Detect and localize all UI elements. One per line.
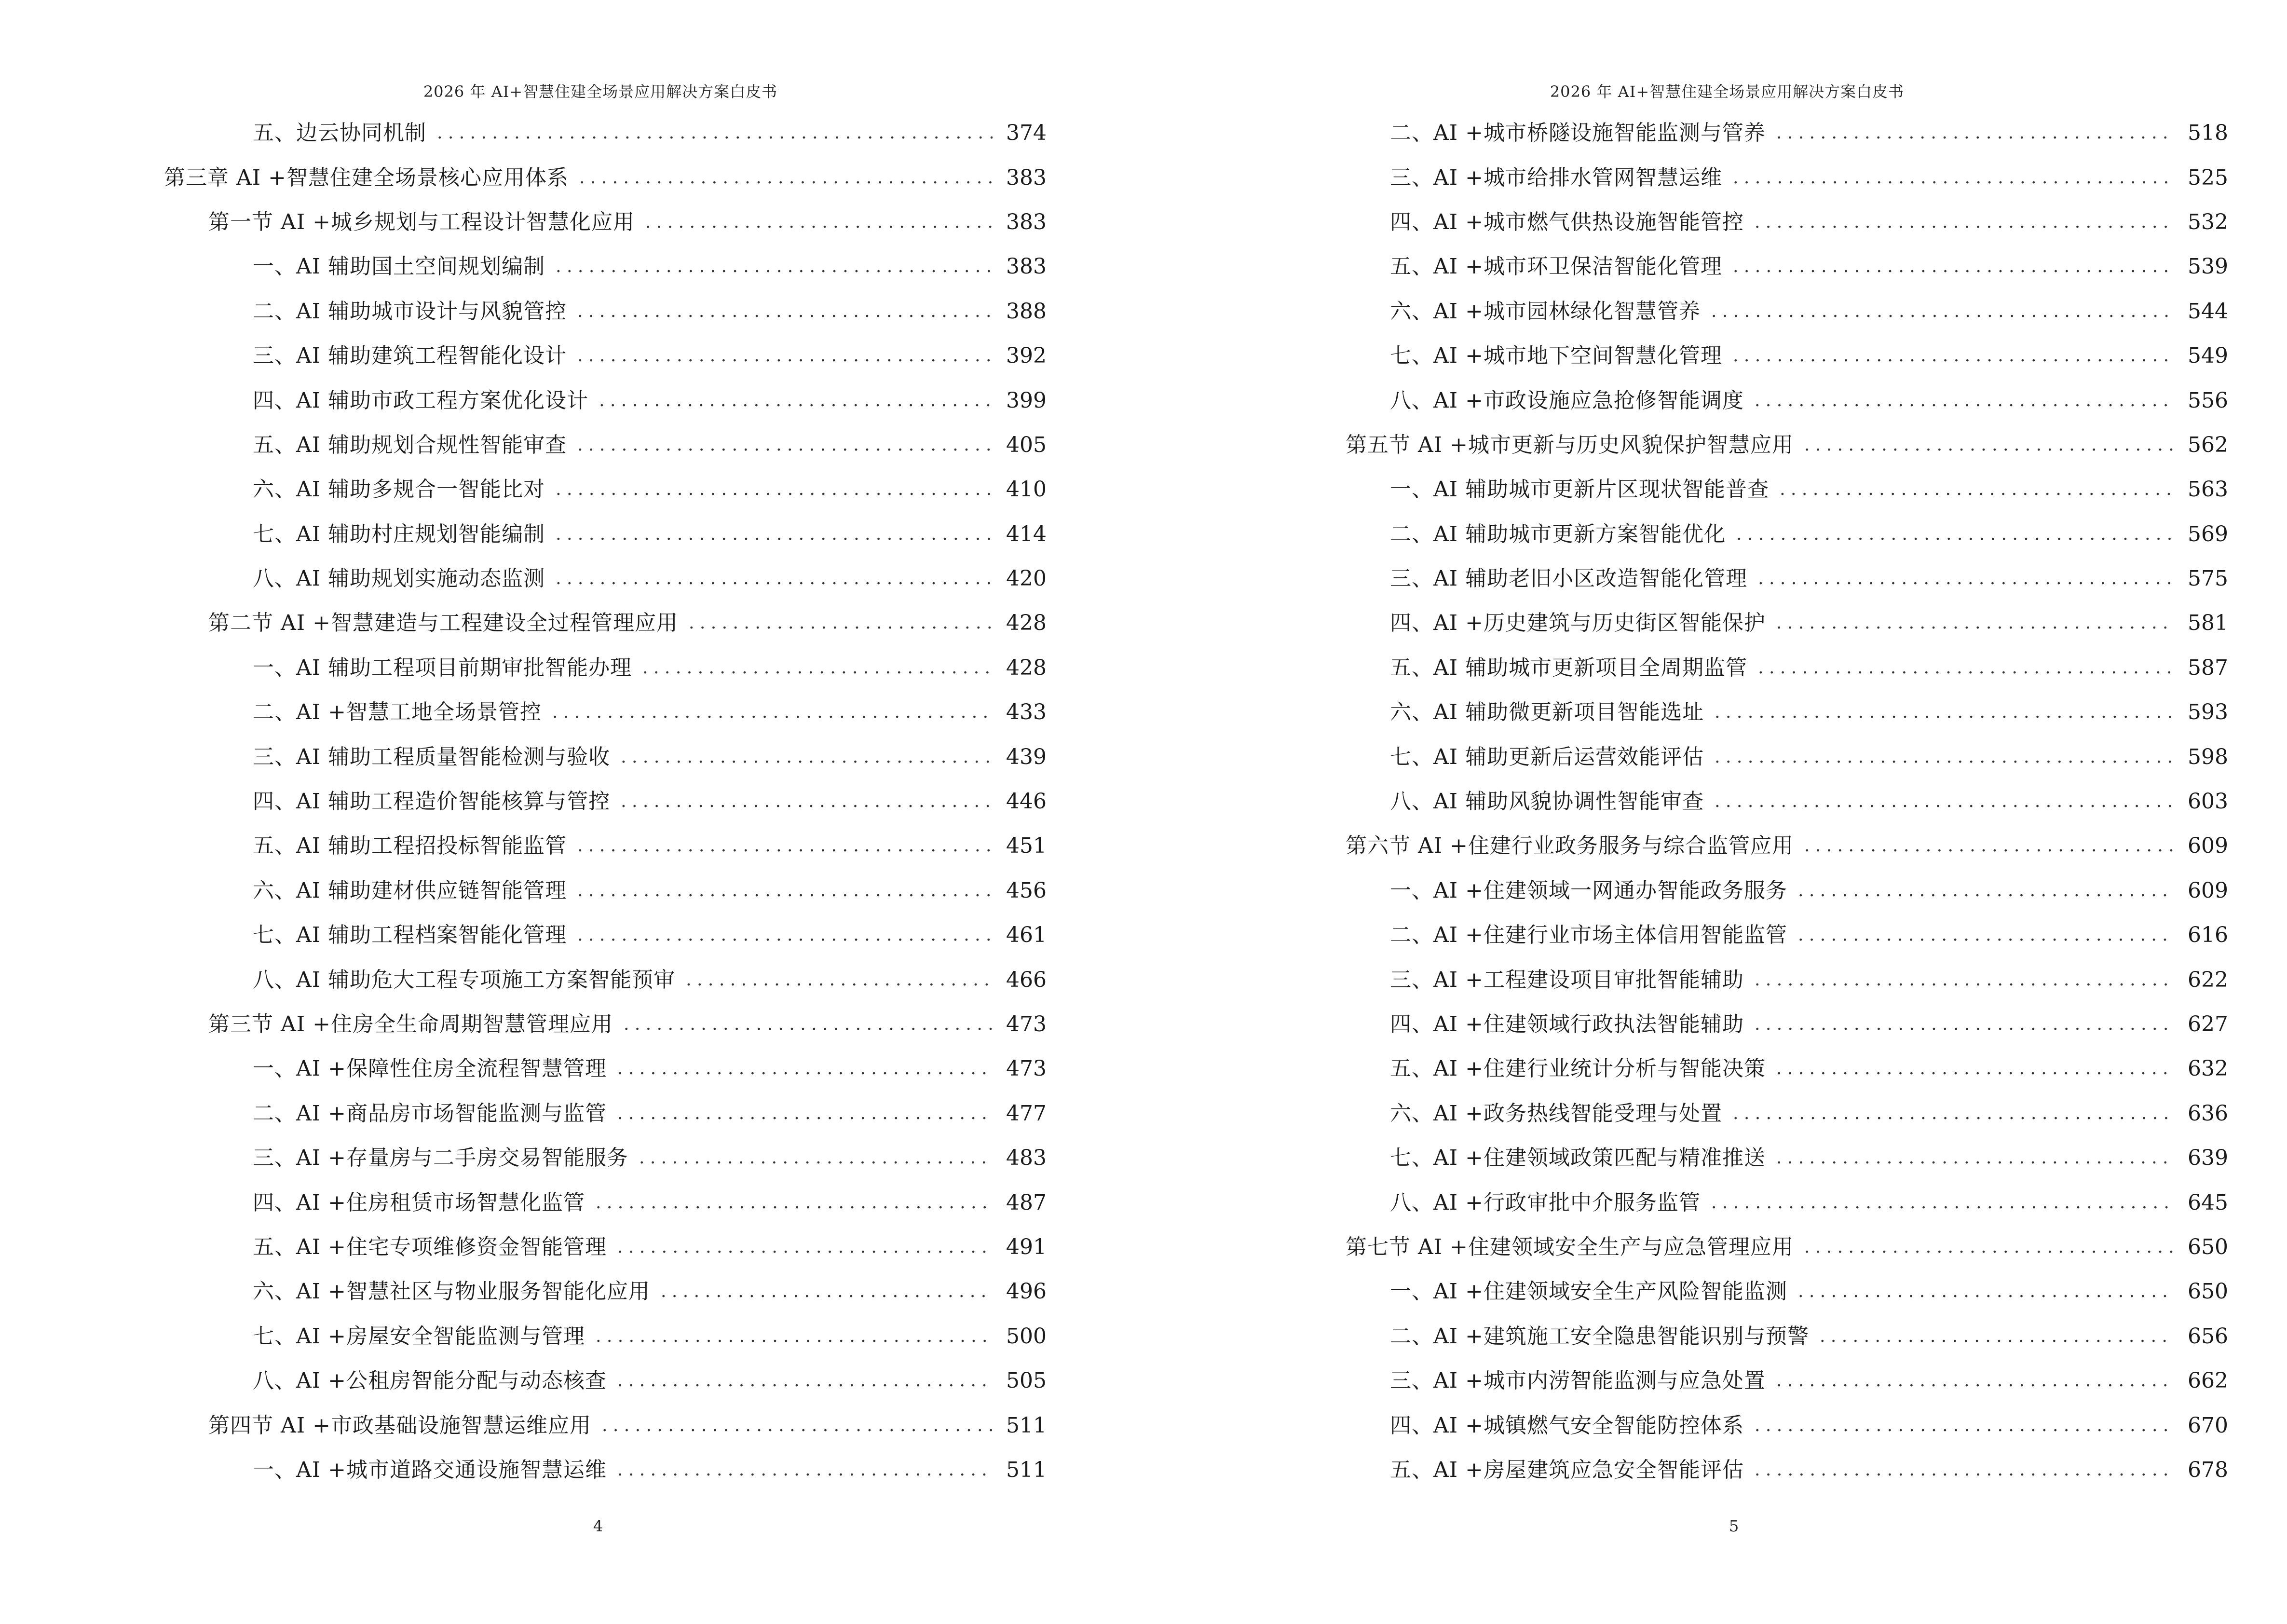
toc-entry-page: 428 [1006, 611, 1047, 636]
toc-entry-page: 603 [2188, 789, 2228, 814]
toc-entry-title: 第一节 AI +城乡规划与工程设计智慧化应用 [208, 209, 635, 234]
toc-entry-title: 一、AI 辅助国土空间规划编制 [253, 254, 545, 279]
toc-entry[interactable] [164, 334, 1047, 378]
toc-entry-page: 544 [2188, 299, 2228, 324]
dot-leader [1804, 1236, 2174, 1258]
dot-leader [686, 969, 993, 991]
dot-leader [621, 746, 993, 768]
dot-leader [577, 300, 993, 323]
toc-entry-page: 496 [1006, 1279, 1047, 1304]
toc-entry[interactable] [164, 1269, 1047, 1314]
table-of-contents [164, 111, 1047, 1492]
toc-entry-page: 461 [1006, 923, 1047, 948]
toc-entry-page: 511 [1006, 1413, 1047, 1438]
toc-entry[interactable] [164, 779, 1047, 824]
toc-entry-page: 587 [2188, 655, 2228, 680]
toc-entry-title: 八、AI 辅助风貌协调性智能审查 [1390, 789, 1704, 814]
toc-entry[interactable] [1346, 245, 2228, 289]
dot-leader [1804, 835, 2174, 857]
toc-entry-title: 三、AI +城市内涝智能监测与应急处置 [1390, 1368, 1766, 1393]
toc-entry[interactable] [1346, 334, 2228, 378]
toc-entry-page: 518 [2188, 121, 2228, 146]
toc-entry-page: 466 [1006, 967, 1047, 992]
toc-entry[interactable] [1346, 1136, 2228, 1180]
toc-entry-page: 639 [2188, 1146, 2228, 1171]
toc-entry-title: 第三章 AI +智慧住建全场景核心应用体系 [164, 165, 569, 190]
toc-entry-page: 609 [2188, 878, 2228, 903]
dot-leader [1755, 1013, 2174, 1036]
dot-leader [1776, 612, 2174, 634]
toc-entry-page: 505 [1006, 1368, 1047, 1393]
dot-leader [1798, 1281, 2174, 1303]
toc-entry-page: 662 [2188, 1368, 2228, 1393]
toc-entry[interactable] [164, 1314, 1047, 1359]
toc-entry[interactable] [164, 289, 1047, 334]
toc-entry-page: 539 [2188, 254, 2228, 279]
toc-entry-title: 五、AI 辅助城市更新项目全周期监管 [1390, 655, 1748, 680]
toc-entry[interactable] [1346, 1180, 2228, 1225]
toc-entry-page: 525 [2188, 165, 2228, 190]
toc-entry-page: 383 [1006, 254, 1047, 279]
toc-entry[interactable] [1346, 1269, 2228, 1314]
toc-entry[interactable] [1346, 423, 2228, 467]
toc-entry[interactable] [164, 1047, 1047, 1091]
dot-leader [596, 1325, 993, 1348]
toc-entry-page: 433 [1006, 700, 1047, 725]
dot-leader [1758, 657, 2174, 679]
toc-entry-page: 650 [2188, 1234, 2228, 1259]
toc-entry-title: 六、AI +政务热线智能受理与处置 [1390, 1101, 1723, 1126]
toc-entry-page: 549 [2188, 343, 2228, 368]
toc-entry-page: 405 [1006, 432, 1047, 457]
toc-entry-page: 500 [1006, 1324, 1047, 1349]
toc-entry[interactable] [1346, 512, 2228, 557]
dot-leader [639, 1147, 993, 1169]
dot-leader [1733, 345, 2174, 367]
toc-entry[interactable] [164, 1092, 1047, 1136]
toc-entry-title: 七、AI +房屋安全智能监测与管理 [253, 1324, 585, 1349]
toc-entry-title: 三、AI 辅助工程质量智能检测与验收 [253, 744, 611, 769]
toc-entry-title: 八、AI 辅助危大工程专项施工方案智能预审 [253, 967, 676, 992]
toc-entry-page: 563 [2188, 477, 2228, 502]
toc-entry-page: 532 [2188, 209, 2228, 234]
toc-entry[interactable] [1346, 690, 2228, 735]
toc-entry-page: 374 [1006, 121, 1047, 146]
toc-entry-page: 650 [2188, 1279, 2228, 1304]
toc-entry-title: 八、AI 辅助规划实施动态监测 [253, 566, 545, 591]
toc-entry[interactable] [1346, 1047, 2228, 1091]
toc-entry[interactable] [164, 1448, 1047, 1492]
toc-entry-title: 四、AI +城镇燃气安全智能防控体系 [1390, 1413, 1744, 1438]
dot-leader [1715, 701, 2174, 723]
toc-entry-title: 五、AI +房屋建筑应急安全智能评估 [1390, 1457, 1744, 1482]
toc-entry[interactable] [1346, 467, 2228, 512]
dot-leader [1755, 211, 2174, 233]
toc-entry-title: 第二节 AI +智慧建造与工程建设全过程管理应用 [208, 611, 678, 636]
toc-entry-title: 六、AI 辅助建材供应链智能管理 [253, 878, 567, 903]
dot-leader [556, 523, 993, 546]
toc-entry-page: 645 [2188, 1190, 2228, 1215]
toc-entry[interactable] [1346, 1448, 2228, 1492]
dot-leader [689, 612, 993, 634]
toc-entry[interactable] [1346, 1225, 2228, 1269]
toc-entry-title: 二、AI +商品房市场智能监测与监管 [253, 1101, 607, 1126]
toc-entry-title: 八、AI +公租房智能分配与动态核查 [253, 1368, 607, 1393]
toc-entry-page: 483 [1006, 1146, 1047, 1171]
dot-leader [1733, 1103, 2174, 1125]
toc-entry[interactable] [164, 557, 1047, 601]
toc-entry[interactable] [1346, 378, 2228, 423]
toc-entry[interactable] [164, 245, 1047, 289]
toc-entry-page: 414 [1006, 521, 1047, 546]
toc-entry[interactable] [1346, 289, 2228, 334]
toc-entry[interactable] [1346, 601, 2228, 645]
toc-entry[interactable] [164, 1403, 1047, 1447]
dot-leader [552, 701, 993, 723]
toc-entry[interactable] [164, 869, 1047, 913]
toc-entry-title: 第七节 AI +住建领域安全生产与应急管理应用 [1346, 1234, 1794, 1259]
toc-entry-title: 一、AI +保障性住房全流程智慧管理 [253, 1056, 607, 1081]
toc-entry-title: 五、AI +住宅专项维修资金智能管理 [253, 1234, 607, 1259]
running-header: 2026 年 AI+智慧住建全场景应用解决方案白皮书 [1550, 82, 1905, 101]
toc-entry-title: 五、AI +城市环卫保洁智能化管理 [1390, 254, 1723, 279]
toc-entry[interactable] [164, 601, 1047, 645]
toc-entry-page: 511 [1006, 1457, 1047, 1482]
toc-entry[interactable] [164, 378, 1047, 423]
dot-leader [1755, 1415, 2174, 1437]
toc-entry-page: 399 [1006, 388, 1047, 413]
toc-entry[interactable] [164, 735, 1047, 779]
dot-leader [1711, 300, 2174, 323]
toc-entry[interactable] [164, 824, 1047, 868]
right-page [1144, 0, 2287, 1624]
dot-leader [642, 657, 993, 679]
toc-entry-title: 五、边云协同机制 [253, 121, 426, 146]
dot-leader [617, 1459, 993, 1481]
toc-entry-title: 八、AI +行政审批中介服务监管 [1390, 1190, 1701, 1215]
toc-entry-title: 一、AI +住建领域一网通办智能政务服务 [1390, 878, 1788, 903]
toc-entry-title: 四、AI 辅助工程造价智能核算与管控 [253, 789, 611, 814]
toc-entry-page: 670 [2188, 1413, 2228, 1438]
toc-entry-title: 三、AI +城市给排水管网智慧运维 [1390, 165, 1723, 190]
toc-entry-page: 420 [1006, 566, 1047, 591]
toc-entry[interactable] [164, 467, 1047, 512]
toc-entry-title: 第五节 AI +城市更新与历史风貌保护智慧应用 [1346, 432, 1794, 457]
toc-entry[interactable] [164, 1225, 1047, 1269]
toc-entry[interactable] [164, 1136, 1047, 1180]
toc-entry-title: 二、AI +建筑施工安全隐患智能识别与预警 [1390, 1324, 1810, 1349]
toc-entry-title: 六、AI +城市园林绿化智慧管养 [1390, 299, 1701, 324]
toc-entry[interactable] [164, 957, 1047, 1002]
dot-leader [617, 1058, 993, 1080]
dot-leader [617, 1370, 993, 1392]
dot-leader [1776, 1058, 2174, 1080]
toc-entry-title: 一、AI +城市道路交通设施智慧运维 [253, 1457, 607, 1482]
dot-leader [437, 122, 993, 144]
toc-entry-page: 616 [2188, 923, 2228, 948]
toc-entry[interactable] [1346, 557, 2228, 601]
toc-entry[interactable] [1346, 869, 2228, 913]
toc-entry-title: 六、AI +智慧社区与物业服务智能化应用 [253, 1279, 651, 1304]
dot-leader [1755, 390, 2174, 412]
toc-entry-title: 一、AI +住建领域安全生产风险智能监测 [1390, 1279, 1788, 1304]
toc-entry-page: 451 [1006, 833, 1047, 859]
toc-entry-page: 383 [1006, 209, 1047, 234]
toc-entry-page: 428 [1006, 655, 1047, 680]
toc-entry[interactable] [1346, 1314, 2228, 1359]
toc-entry-title: 四、AI +住房租赁市场智慧化监管 [253, 1190, 585, 1215]
toc-entry-title: 六、AI 辅助多规合一智能比对 [253, 477, 545, 502]
dot-leader [1755, 1459, 2174, 1481]
dot-leader [1798, 924, 2174, 946]
toc-entry[interactable] [1346, 155, 2228, 200]
toc-entry-page: 656 [2188, 1324, 2228, 1349]
toc-entry-title: 二、AI +城市桥隧设施智能监测与管养 [1390, 121, 1766, 146]
toc-entry-page: 598 [2188, 744, 2228, 769]
toc-entry-title: 第四节 AI +市政基础设施智慧运维应用 [208, 1413, 591, 1438]
running-header: 2026 年 AI+智慧住建全场景应用解决方案白皮书 [423, 82, 778, 101]
toc-entry-title: 五、AI +住建行业统计分析与智能决策 [1390, 1056, 1766, 1081]
dot-leader [1733, 256, 2174, 278]
toc-entry-page: 556 [2188, 388, 2228, 413]
dot-leader [596, 1192, 993, 1214]
dot-leader [577, 924, 993, 946]
toc-entry-title: 五、AI 辅助规划合规性智能审查 [253, 432, 567, 457]
dot-leader [1758, 568, 2174, 590]
toc-entry-page: 575 [2188, 566, 2228, 591]
toc-entry-title: 第六节 AI +住建行业政务服务与综合监管应用 [1346, 833, 1794, 859]
page-number: 5 [1729, 1517, 1739, 1535]
toc-entry-title: 五、AI 辅助工程招投标智能监管 [253, 833, 567, 859]
toc-entry-page: 388 [1006, 299, 1047, 324]
toc-entry[interactable] [164, 1359, 1047, 1403]
toc-entry[interactable] [1346, 1002, 2228, 1047]
toc-entry-page: 569 [2188, 521, 2228, 546]
dot-leader [599, 390, 993, 412]
toc-entry[interactable] [1346, 779, 2228, 824]
toc-entry-page: 487 [1006, 1190, 1047, 1215]
dot-leader [617, 1103, 993, 1125]
dot-leader [1755, 969, 2174, 991]
toc-entry[interactable] [1346, 1403, 2228, 1447]
dot-leader [1798, 880, 2174, 902]
dot-leader [556, 256, 993, 278]
toc-entry-title: 三、AI 辅助老旧小区改造智能化管理 [1390, 566, 1748, 591]
toc-entry-page: 636 [2188, 1101, 2228, 1126]
toc-entry-title: 七、AI 辅助工程档案智能化管理 [253, 923, 567, 948]
toc-entry-title: 三、AI +工程建设项目审批智能辅助 [1390, 967, 1744, 992]
toc-entry-title: 二、AI +智慧工地全场景管控 [253, 700, 542, 725]
toc-entry-title: 四、AI 辅助市政工程方案优化设计 [253, 388, 589, 413]
toc-entry[interactable] [164, 690, 1047, 735]
toc-entry-title: 第三节 AI +住房全生命周期智慧管理应用 [208, 1012, 613, 1037]
toc-entry[interactable] [1346, 957, 2228, 1002]
toc-entry-title: 四、AI +住建领域行政执法智能辅助 [1390, 1012, 1744, 1037]
toc-entry-page: 446 [1006, 789, 1047, 814]
dot-leader [602, 1415, 993, 1437]
toc-entry-page: 473 [1006, 1056, 1047, 1081]
toc-entry-page: 581 [2188, 611, 2228, 636]
toc-entry-title: 六、AI 辅助微更新项目智能选址 [1390, 700, 1704, 725]
dot-leader [1776, 122, 2174, 144]
toc-entry-title: 四、AI +历史建筑与历史街区智能保护 [1390, 611, 1766, 636]
toc-entry[interactable] [1346, 913, 2228, 957]
toc-entry-page: 383 [1006, 165, 1047, 190]
toc-entry-page: 439 [1006, 744, 1047, 769]
dot-leader [617, 1236, 993, 1258]
toc-entry-title: 三、AI 辅助建筑工程智能化设计 [253, 343, 567, 368]
toc-entry-title: 七、AI 辅助更新后运营效能评估 [1390, 744, 1704, 769]
dot-leader [1715, 746, 2174, 768]
toc-entry-page: 392 [1006, 343, 1047, 368]
dot-leader [1780, 478, 2174, 501]
dot-leader [661, 1281, 993, 1303]
dot-leader [577, 434, 993, 456]
dot-leader [624, 1013, 993, 1036]
dot-leader [1736, 523, 2174, 546]
toc-entry-title: 一、AI 辅助城市更新片区现状智能普查 [1390, 477, 1770, 502]
toc-entry[interactable] [1346, 1092, 2228, 1136]
dot-leader [1804, 434, 2174, 456]
toc-entry-page: 678 [2188, 1457, 2228, 1482]
toc-entry-title: 一、AI 辅助工程项目前期审批智能办理 [253, 655, 632, 680]
toc-entry[interactable] [164, 512, 1047, 557]
dot-leader [1711, 1192, 2174, 1214]
toc-entry[interactable] [164, 1002, 1047, 1047]
toc-entry[interactable] [164, 1180, 1047, 1225]
dot-leader [577, 345, 993, 367]
dot-leader [577, 835, 993, 857]
toc-entry-page: 622 [2188, 967, 2228, 992]
toc-entry[interactable] [164, 913, 1047, 957]
page-number: 4 [593, 1517, 603, 1535]
toc-entry-page: 609 [2188, 833, 2228, 859]
toc-entry-page: 632 [2188, 1056, 2228, 1081]
toc-entry[interactable] [1346, 1359, 2228, 1403]
toc-entry-title: 八、AI +市政设施应急抢修智能调度 [1390, 388, 1744, 413]
dot-leader [1820, 1325, 2174, 1348]
dot-leader [556, 568, 993, 590]
toc-entry-title: 二、AI +住建行业市场主体信用智能监管 [1390, 923, 1788, 948]
toc-entry-title: 七、AI 辅助村庄规划智能编制 [253, 521, 545, 546]
dot-leader [1733, 167, 2174, 189]
dot-leader [577, 880, 993, 902]
dot-leader [1715, 791, 2174, 813]
dot-leader [556, 478, 993, 501]
dot-leader [645, 211, 993, 233]
dot-leader [621, 791, 993, 813]
dot-leader [579, 167, 993, 189]
toc-entry[interactable] [164, 155, 1047, 200]
toc-entry-title: 二、AI 辅助城市设计与风貌管控 [253, 299, 567, 324]
toc-entry[interactable] [1346, 111, 2228, 155]
toc-entry-page: 473 [1006, 1012, 1047, 1037]
toc-entry[interactable] [164, 646, 1047, 690]
toc-entry-title: 三、AI +存量房与二手房交易智能服务 [253, 1146, 629, 1171]
toc-entry-title: 七、AI +城市地下空间智慧化管理 [1390, 343, 1723, 368]
toc-entry-title: 二、AI 辅助城市更新方案智能优化 [1390, 521, 1726, 546]
toc-entry[interactable] [1346, 824, 2228, 868]
toc-entry-page: 477 [1006, 1101, 1047, 1126]
toc-entry-page: 593 [2188, 700, 2228, 725]
toc-entry-page: 627 [2188, 1012, 2228, 1037]
toc-entry-page: 410 [1006, 477, 1047, 502]
toc-entry[interactable] [164, 423, 1047, 467]
toc-entry[interactable] [1346, 646, 2228, 690]
toc-entry-title: 四、AI +城市燃气供热设施智能管控 [1390, 209, 1744, 234]
toc-entry-page: 491 [1006, 1234, 1047, 1259]
dot-leader [1776, 1370, 2174, 1392]
table-of-contents [1346, 111, 2228, 1492]
toc-entry-title: 七、AI +住建领域政策匹配与精准推送 [1390, 1146, 1766, 1171]
dot-leader [1776, 1147, 2174, 1169]
toc-entry[interactable] [164, 111, 1047, 155]
toc-entry[interactable] [1346, 200, 2228, 245]
toc-entry-page: 456 [1006, 878, 1047, 903]
toc-entry[interactable] [1346, 735, 2228, 779]
toc-entry-page: 562 [2188, 432, 2228, 457]
toc-entry[interactable] [164, 200, 1047, 245]
